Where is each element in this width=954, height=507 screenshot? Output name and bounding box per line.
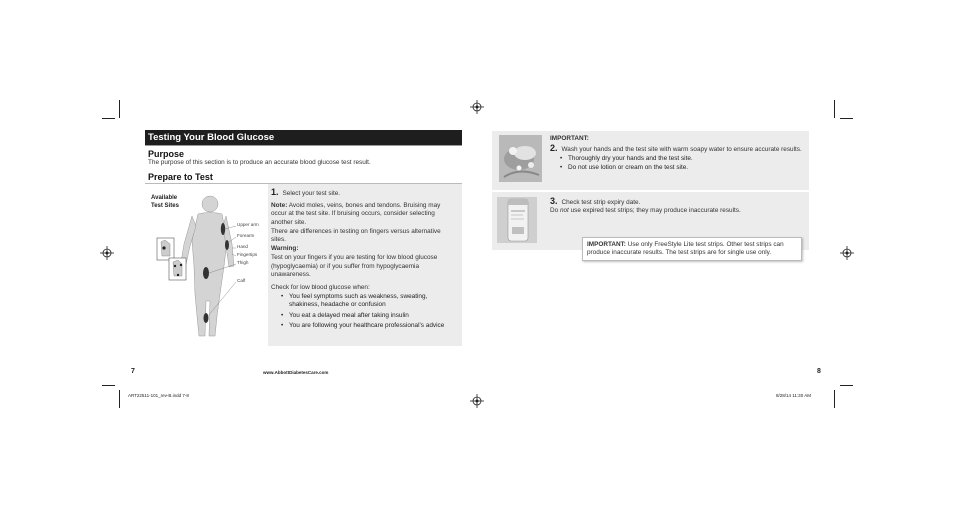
list-item: • You are following your healthcare professional’s advice [289, 322, 457, 330]
step3-line2-post: use expired test strips; they may produce inaccurate results. [568, 207, 741, 215]
step2-number: 2. [550, 143, 558, 154]
list-item: • You feel symptoms such as weakness, sweating, shakiness, headache or confusion [289, 293, 457, 309]
purpose-heading: Purpose [148, 149, 185, 159]
step2-panel [492, 131, 809, 190]
step2-content [550, 135, 802, 172]
label-upper-arm: Upper arm [237, 222, 259, 227]
step3-text: Check test strip expiry date. [561, 199, 641, 206]
step3-content [550, 196, 802, 215]
step3-number: 3. [550, 196, 558, 206]
important-callout-text [587, 241, 797, 257]
registration-mark-icon [470, 394, 484, 408]
note-text: Avoid moles, veins, bones and tendons. Bruising may occur at the test site. If bruising occurs, consider selecting another site. [271, 202, 441, 226]
step2-header [550, 143, 802, 154]
body-silhouette-icon [148, 186, 266, 346]
check-list [271, 293, 457, 330]
website-link[interactable]: www.AbbottDiabetesCare.com [263, 370, 329, 375]
page-number-right: 8 [817, 368, 821, 375]
slug-datetime: 8/28/14 11:30 AM [776, 393, 811, 398]
prepare-heading: Prepare to Test [148, 172, 213, 182]
warning-text: Test on your fingers if you are testing for low blood glucose (hypoglycaemia) or if you suffer from hypoglycaemia unawareness. [271, 254, 438, 278]
important-callout-label: IMPORTANT: [587, 241, 626, 248]
step1-number: 1. [271, 187, 279, 197]
step2-text: Wash your hands and the test site with warm soapy water to ensure accurate results. [561, 146, 802, 154]
step1-panel [268, 184, 462, 346]
list-item: • You eat a delayed meal after taking insulin [289, 312, 457, 320]
important-callout [582, 237, 802, 261]
list-item: • Thoroughly dry your hands and the test site. [568, 155, 802, 163]
check-text: Check for low blood glucose when: [271, 284, 370, 292]
slug-filename: ART22511-101_rev-B.indd 7-8 [128, 393, 189, 398]
test-strip-vial-photo-icon [497, 197, 537, 243]
step2-list [550, 155, 802, 171]
differences-text: There are differences in testing on fingers versus alternative sites. [271, 227, 441, 244]
crop-mark [840, 385, 853, 386]
important-callout-body: Use only FreeStyle Lite test strips. Other test strips can produce inaccurate results. The test strips are for single use only. [587, 241, 784, 257]
registration-mark-icon [470, 100, 484, 114]
label-thigh: Thigh [237, 260, 249, 265]
crop-mark [119, 100, 120, 118]
note-label: Note: [271, 202, 288, 210]
step3-line2-pre: Do [550, 207, 560, 215]
step3-line2 [550, 207, 802, 215]
label-hand: Hand [237, 244, 248, 249]
crop-mark [834, 100, 835, 118]
crop-mark [102, 118, 115, 119]
step1-text: Select your test site. [282, 190, 341, 197]
step1-note [271, 202, 457, 227]
crop-mark [840, 118, 853, 119]
registration-mark-icon [840, 246, 854, 260]
registration-mark-icon [100, 246, 114, 260]
warning-label: Warning: [271, 245, 299, 253]
list-item: • Do not use lotion or cream on the test site. [568, 164, 802, 172]
hand-washing-photo-icon [499, 135, 542, 182]
label-forearm: Forearm [237, 233, 255, 238]
step2-important-label: IMPORTANT: [550, 135, 589, 142]
figure-title-line1: Available [151, 195, 178, 201]
page-number-left: 7 [131, 368, 135, 375]
crop-mark [119, 390, 120, 408]
step3-line2-em: not [559, 207, 569, 215]
section-rule [145, 145, 462, 146]
step1-content [271, 187, 457, 330]
label-fingertips: Fingertips [237, 252, 258, 257]
figure-title-line2: Test Sites [151, 202, 179, 209]
label-calf: Calf [237, 278, 246, 283]
crop-mark [102, 385, 115, 386]
crop-mark [834, 390, 835, 408]
section-title: Testing Your Blood Glucose [145, 130, 462, 145]
purpose-text: The purpose of this section is to produce an accurate blood glucose test result. [148, 159, 371, 166]
step3-header [550, 196, 802, 207]
step1-header [271, 187, 457, 198]
test-sites-figure [148, 186, 266, 346]
